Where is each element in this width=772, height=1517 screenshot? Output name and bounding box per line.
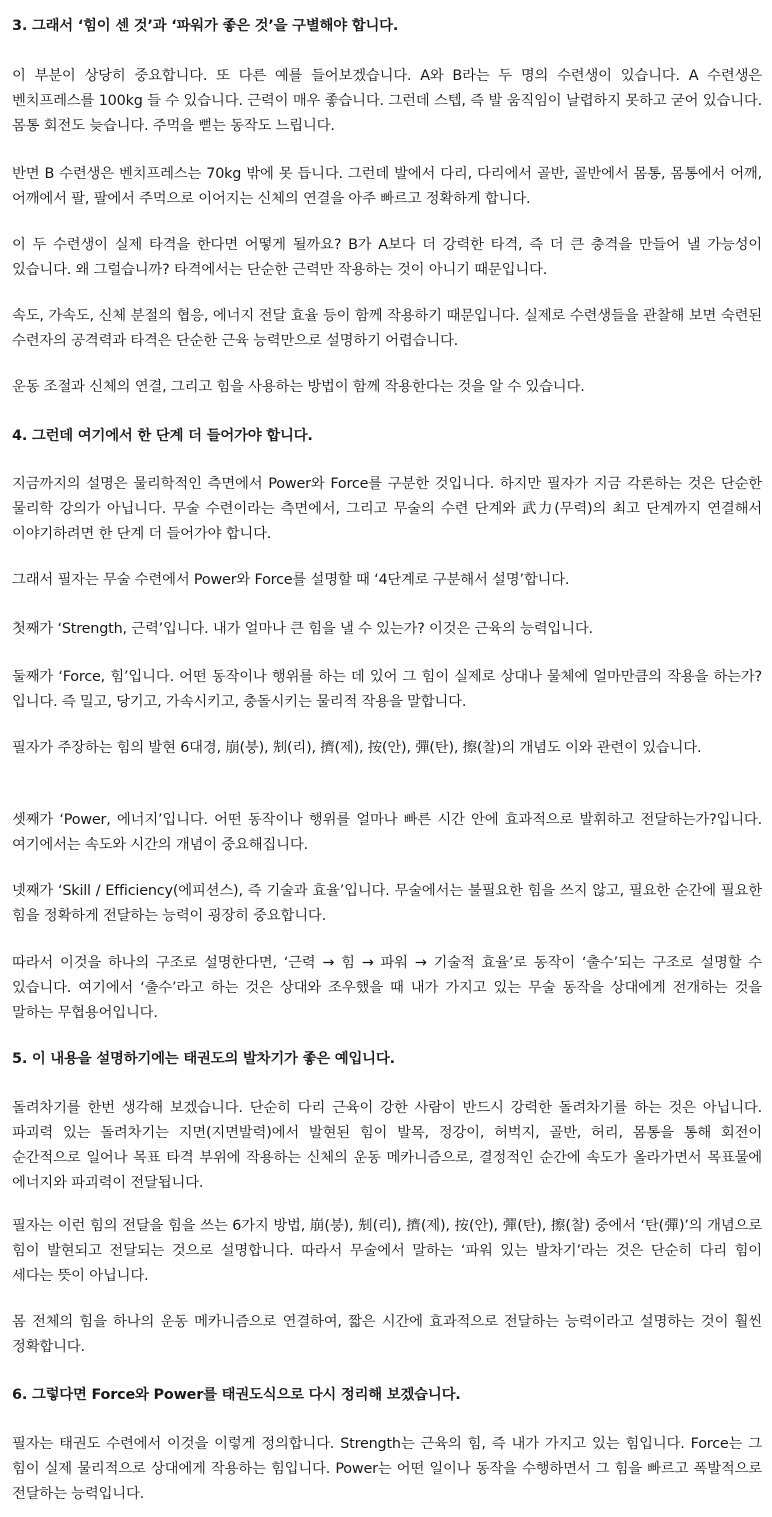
paragraph: 속도, 가속도, 신체 분절의 협응, 에너지 전달 효율 등이 함께 작용하기 때문입니다. 실제로 수련생들을 관찰해 보면 숙련된 수련자의 공격력과 타격은 단순한 근육 능력만으로 설명하기 어렵습니다. (12, 308, 763, 349)
section-heading-4: 4. 그런데 여기에서 한 단계 더 들어가야 합니다. (12, 428, 313, 444)
section-heading-6: 6. 그렇다면 Force와 Power를 태권도식으로 다시 정리해 보겠습니다. (12, 1387, 461, 1403)
paragraph: 이 두 수련생이 실제 타격을 한다면 어떻게 될까요? B가 A보다 더 강력한 타격, 즉 더 큰 충격을 만들어 낼 가능성이 있습니다. 왜 그럴습니까? 타격에서는 단순한 근력만 작용하는 것이 아니기 때문입니다. (12, 237, 762, 278)
paragraph: 필자는 태권도 수련에서 이것을 이렇게 정의합니다. Strength는 근육의 힘, 즉 내가 가지고 있는 힘입니다. Force는 그 힘이 실제 물리적으로 상대에게 작용하는 힘입니다. Power는 어떤 일이나 동작을 수행하면서 그 힘을 빠르고 폭발적으로 전달하는 능력입니다. (12, 1436, 762, 1502)
paragraph: 필자가 주장하는 힘의 발현 6대경, 崩(붕), 𠜎(리), 擠(제), 按(안), 彈(탄), 擦(찰)의 개념도 이와 관련이 있습니다. (12, 740, 702, 756)
paragraph: 둘째가 ‘Force, 힘’입니다. 어떤 동작이나 행위를 하는 데 있어 그 힘이 실제로 상대나 물체에 얼마만큼의 작용을 하는가?입니다. 즉 밀고, 당기고, 가속시키고, 충돌시키는 물리적 작용을 말합니다. (12, 669, 762, 710)
paragraph: 반면 B 수련생은 벤치프레스는 70kg 밖에 못 듭니다. 그런데 발에서 다리, 다리에서 골반, 골반에서 몸통, 몸통에서 어깨, 어깨에서 팔, 팔에서 주먹으로 이어지는 신체의 연결을 아주 빠르고 정확하게 합니다. (12, 166, 762, 207)
paragraph: 지금까지의 설명은 물리학적인 측면에서 Power와 Force를 구분한 것입니다. 하지만 필자가 지금 각론하는 것은 단순한 물리학 강의가 아닙니다. 무술 수련이라는 측면에서, 그리고 무술의 수련 단계와 武力(무력)의 최고 단계까지 연결해서 이야기하려면 한 단계 더 들어가야 합니다. (12, 476, 762, 542)
paragraph: 몸 전체의 힘을 하나의 운동 메카니즘으로 연결하여, 짧은 시간에 효과적으로 전달하는 능력이라고 설명하는 것이 훨씬 정확합니다. (12, 1314, 762, 1355)
paragraph: 셋째가 ‘Power, 에너지’입니다. 어떤 동작이나 행위를 얼마나 빠른 시간 안에 효과적으로 발휘하고 전달하는가?입니다. 여기에서는 속도와 시간의 개념이 중요해집니다. (12, 812, 762, 853)
paragraph: 넷째가 ‘Skill / Efficiency(에피션스), 즉 기술과 효율’입니다. 무술에서는 불필요한 힘을 쓰지 않고, 필요한 순간에 필요한 힘을 정확하게 전달하는 능력이 굉장히 중요합니다. (12, 883, 762, 924)
paragraph: 운동 조절과 신체의 연결, 그리고 힘을 사용하는 방법이 함께 작용한다는 것을 알 수 있습니다. (12, 379, 585, 395)
paragraph: 돌려차기를 한번 생각해 보겠습니다. 단순히 다리 근육이 강한 사람이 반드시 강력한 돌려차기를 하는 것은 아닙니다. 파괴력 있는 돌려차기는 지면(지면발력)에서 발현된 힘이 발목, 정강이, 허벅지, 골반, 허리, 몸통을 통해 회전이 순간적으로 일어나 목표 타격 부위에 작용하는 신체의 운동 메카니즘으로, 결정적인 순간에 속도가 올라가면서 목표물에 에너지와 파괴력이 전달됩니다. (12, 1100, 762, 1191)
paragraph: 그래서 필자는 무술 수련에서 Power와 Force를 설명할 때 ‘4단계로 구분해서 설명’합니다. (12, 572, 570, 588)
paragraph: 필자는 이런 힘의 전달을 힘을 쓰는 6가지 방법, 崩(붕), 𠜎(리), 擠(제), 按(안), 彈(탄), 擦(찰) 중에서 ‘탄(彈)’의 개념으로 힘이 발현되고 전달되는 것으로 설명합니다. 따라서 무술에서 말하는 ‘파워 있는 발차기’라는 것은 단순히 다리 힘이 세다는 뜻이 아닙니다. (12, 1218, 762, 1284)
section-heading-3: 3. 그래서 ‘힘이 센 것’과 ‘파워가 좋은 것’을 구별해야 합니다. (12, 18, 399, 34)
section-heading-5: 5. 이 내용을 설명하기에는 태권도의 발차기가 좋은 예입니다. (12, 1051, 395, 1067)
paragraph: 따라서 이것을 하나의 구조로 설명한다면, ‘근력 → 힘 → 파워 → 기술적 효율’로 동작이 ‘출수’되는 구조로 설명할 수 있습니다. 여기에서 ‘출수’라고 하는 것은 상대와 조우했을 때 내가 가지고 있는 무술 동작을 상대에게 전개하는 것을 말하는 무협용어입니다. (12, 955, 762, 1021)
paragraph: 이 부분이 상당히 중요합니다. 또 다른 예를 들어보겠습니다. A와 B라는 두 명의 수련생이 있습니다. A 수련생은 벤치프레스를 100kg 들 수 있습니다. 근력이 매우 좋습니다. 그런데 스텝, 즉 발 움직임이 날렵하지 못하고 굳어 있습니다. 몸통 회전도 늦습니다. 주먹을 뻗는 동작도 느립니다. (12, 68, 762, 134)
paragraph: 첫째가 ‘Strength, 근력’입니다. 내가 얼마나 큰 힘을 낼 수 있는가? 이것은 근육의 능력입니다. (12, 621, 593, 637)
